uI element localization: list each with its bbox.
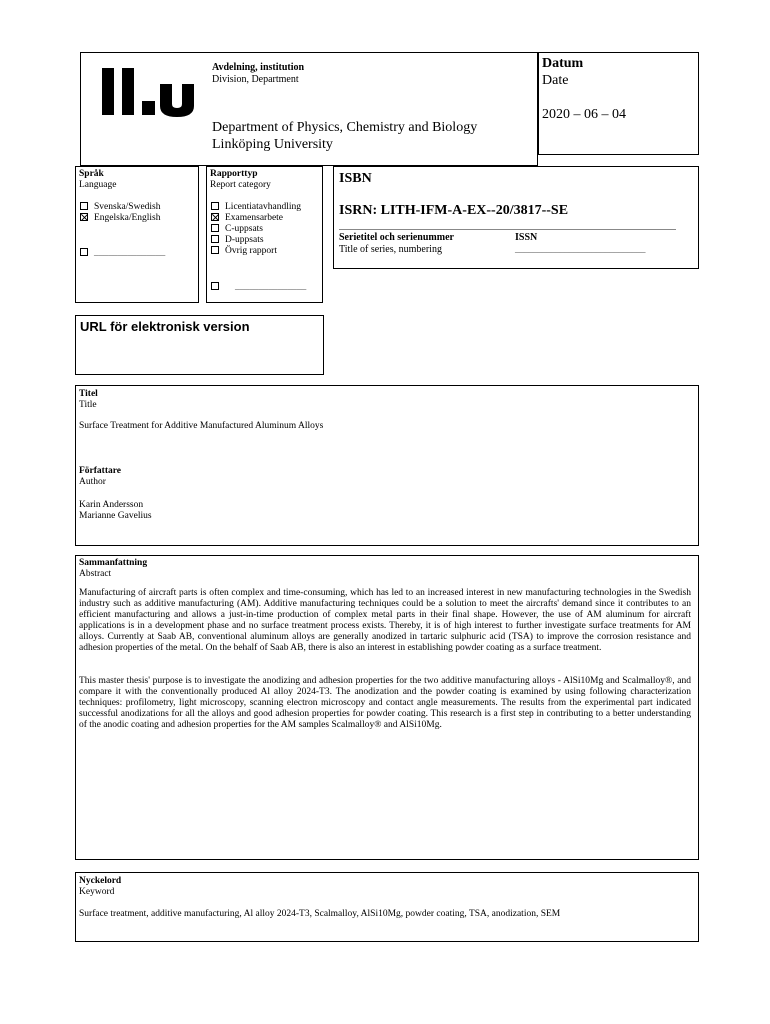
author-label-sv: Författare: [79, 466, 122, 476]
title-label-sv: Titel: [79, 389, 98, 399]
department-name: Department of Physics, Chemistry and Biology: [212, 120, 478, 135]
title-label-en: Title: [79, 400, 97, 410]
checkbox[interactable]: [80, 202, 88, 210]
checkbox[interactable]: [211, 246, 219, 254]
option-label: C-uppsats: [225, 224, 263, 234]
series-label-en: Title of series, numbering: [339, 244, 442, 255]
university-name: Linköping University: [212, 137, 333, 152]
language-option-swedish[interactable]: [80, 202, 161, 213]
division-label-en: Division, Department: [212, 74, 299, 85]
keywords-label-sv: Nyckelord: [79, 876, 122, 886]
report-option-licentiat[interactable]: [211, 202, 301, 213]
issn-value: _____________________________: [515, 244, 646, 254]
option-label: Svenska/Swedish: [94, 202, 161, 212]
author-label-en: Author: [79, 477, 106, 487]
issn-label: ISSN: [515, 232, 538, 243]
checkbox-checked[interactable]: [80, 213, 88, 221]
author-name: Marianne Gavelius: [79, 511, 152, 521]
option-label: Övrig rapport: [225, 246, 277, 256]
title-box: [75, 385, 699, 546]
thesis-title: Surface Treatment for Additive Manufactured Aluminum Alloys: [79, 421, 324, 431]
language-label-sv: Språk: [79, 169, 104, 179]
option-label: Examensarbete: [225, 213, 284, 223]
report-label-sv: Rapporttyp: [210, 169, 258, 179]
checkbox[interactable]: [80, 248, 88, 256]
division-label-sv: Avdelning, institution: [212, 62, 305, 73]
checkbox-checked[interactable]: [211, 213, 219, 221]
date-label-en: Date: [542, 73, 569, 88]
report-option-examensarbete[interactable]: [211, 213, 283, 224]
keywords-value: Surface treatment, additive manufacturing, Al alloy 2024-T3, Scalmalloy, AlSi10Mg, powder coating, TSA, anodization, SEM: [79, 909, 561, 919]
option-label: Engelska/English: [94, 213, 161, 223]
other-blank: _______________: [235, 282, 307, 292]
option-label: D-uppsats: [225, 235, 264, 245]
checkbox[interactable]: [211, 235, 219, 243]
isrn-value: ISRN: LITH-IFM-A-EX--20/3817--SE: [339, 203, 569, 218]
isbn-label: ISBN: [339, 171, 372, 186]
report-option-ovrig[interactable]: [211, 246, 277, 257]
isrn-underline: [339, 229, 676, 230]
keywords-label-en: Keyword: [79, 887, 115, 897]
abstract-label-sv: Sammanfattning: [79, 558, 148, 568]
date-label-sv: Datum: [542, 56, 584, 71]
report-option-d-uppsats[interactable]: [211, 235, 264, 246]
report-option-c-uppsats[interactable]: [211, 224, 263, 235]
option-label: Licentiatavhandling: [225, 202, 301, 212]
keywords-box: [75, 872, 699, 942]
abstract-paragraph: This master thesis' purpose is to investigate the anodizing and adhesion properties for the two additive manufacturing alloys - AlSi10Mg and Scalmalloy®, and compare it with the conventionally produced Al alloy 2024-T3. The anodization and the powder coating is examined by using following characterization techniques: profilometry, light microscopy, scanning electron microscopy and contact angle measurements. The results from the experimental part indicated successful anodizations for all the alloys and good adhesion properties for powder coating. This research is a first step in contributing to a better understanding of the anodic coating and adhesion properties for the AM samples Scalmalloy® and AlSi10Mg.: [79, 676, 691, 730]
liu-logo: [100, 66, 196, 120]
abstract-text: [79, 588, 691, 743]
author-name: Karin Andersson: [79, 500, 144, 510]
checkbox[interactable]: [211, 224, 219, 232]
language-label-en: Language: [79, 180, 117, 190]
other-blank: _______________: [94, 248, 166, 258]
language-option-english[interactable]: [80, 213, 161, 224]
date-value: 2020 – 06 – 04: [542, 107, 626, 122]
checkbox[interactable]: [211, 282, 219, 290]
abstract-paragraph: Manufacturing of aircraft parts is often complex and time-consuming, which has led to an increased interest in new manufacturing technologies in the Swedish industry such as additive manufacturing (AM). Additive manufacturing techniques could be a solution to meet the aircrafts' demand since it contributes to an efficient manufacturing and allows a just-in-time production of complex metal parts in their final shape. However, the use of AM aluminum for aircraft applications is in a development phase and no surface treatment process exists. Thereby, it is of high interest to further investigate surface treatments for AM alloys. Currently at Saab AB, conventional aluminum alloys are generally anodized in tartaric sulphuric acid (TSA) to improve the corrosion resistance and adhesion properties of the metal. On the behalf of Saab AB, there is also an interest in establishing powder coating as a surface treatment.: [79, 588, 691, 653]
report-label-en: Report category: [210, 180, 271, 190]
language-option-other[interactable]: [80, 248, 165, 259]
checkbox[interactable]: [211, 202, 219, 210]
series-label-sv: Serietitel och serienummer: [339, 232, 454, 243]
report-option-other[interactable]: [211, 282, 306, 293]
abstract-label-en: Abstract: [79, 569, 112, 579]
url-label: URL för elektronisk version: [80, 319, 250, 334]
